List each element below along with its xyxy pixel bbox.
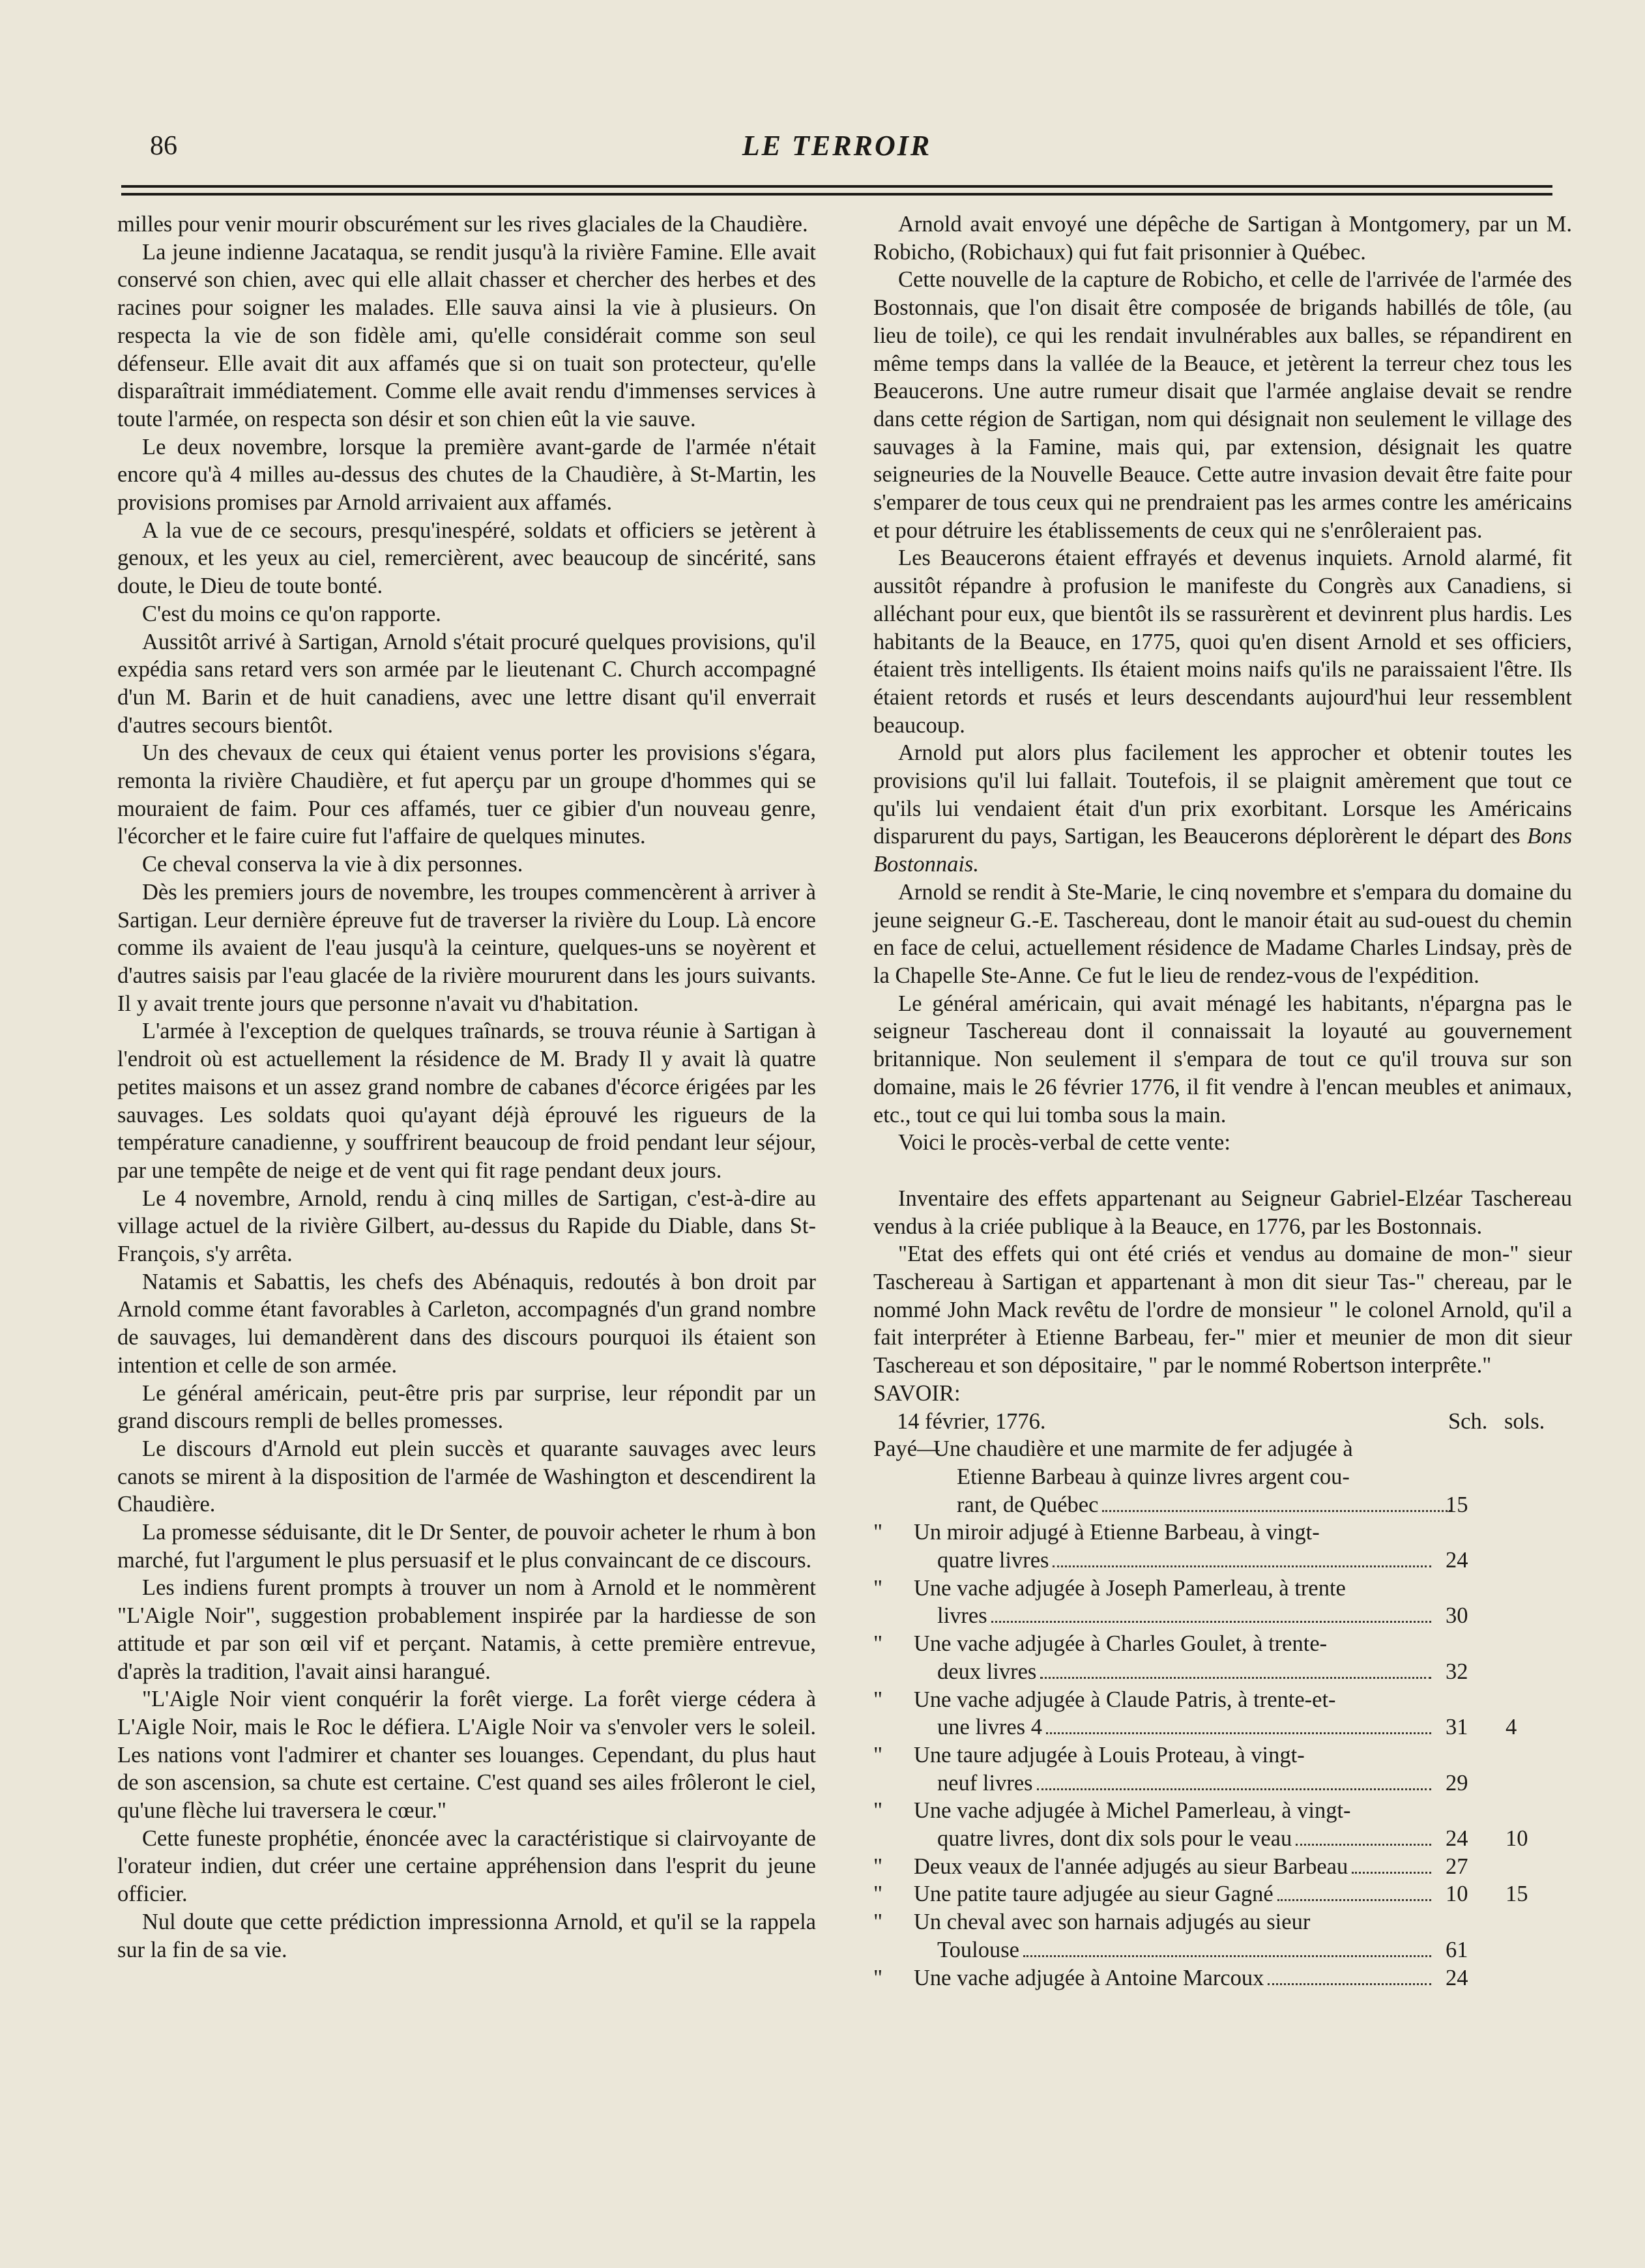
paragraph: Aussitôt arrivé à Sartigan, Arnold s'était procuré quelques provisions, qu'il expédia sans retard vers son armée par le lieutenant C. Church accompagné d'un M. Barin et de huit canadiens, avec une lettre disant qu'il enverrait d'autres secours bientôt. <box>117 629 816 738</box>
ledger-line-text: quatre livres <box>937 1548 1049 1573</box>
ledger-line: Un miroir adjugé à Etienne Barbeau, à vingt- <box>914 1520 1320 1545</box>
paragraph: A la vue de ce secours, presqu'inespéré, soldats et officiers se jetèrent à genoux, et les yeux au ciel, remercièrent, avec beaucoup de sincérité, sans doute, le Dieu de toute bonté. <box>117 517 816 599</box>
journal-title: LE TERROIR <box>742 130 932 162</box>
right-column <box>873 211 1572 1992</box>
amount-sch: 24 <box>1446 1548 1468 1573</box>
ledger-description <box>914 1853 1435 1881</box>
ledger-row <box>873 1686 1572 1741</box>
paragraph: Les Beaucerons étaient effrayés et devenus inquiets. Arnold alarmé, fit aussitôt répandre à profusion le manifeste du Congrès aux Canadiens, si alléchant pour eux, que bientôt ils se rassurèrent et devinrent plus hardis. Les habitants de la Beauce, en 1775, quoi qu'en disent Arnold et ses officiers, étaient très intelligents. Ils étaient moins naifs qu'ils ne paraissaient l'être. Ils étaient retords et rusés et leurs descendants aujourd'hui leur ressemblent beaucoup. <box>873 545 1572 738</box>
paragraph: Les indiens furent prompts à trouver un nom à Arnold et le nommèrent "L'Aigle Noir", suggestion probablement inspirée par la hardiesse de son attitude et par son œil vif et perçant. Natamis, à cette première entrevue, d'après la tradition, l'avait ainsi harangué. <box>117 1575 816 1684</box>
paragraph: Arnold avait envoyé une dépêche de Sartigan à Montgomery, par un M. Robicho, (Robichaux) qui fut fait prisonnier à Québec. <box>873 212 1572 265</box>
paragraph: Natamis et Sabattis, les chefs des Abénaquis, redoutés à bon droit par Arnold comme étant favorables à Carleton, accompagnés d'un grand nombre de sauvages, lui demandèrent dans des discours pourquoi ils étaient son intention et celle de son armée. <box>117 1269 816 1378</box>
amount-sch: 61 <box>1446 1937 1468 1962</box>
ledger-row <box>873 1741 1572 1797</box>
ledger-line <box>914 1602 1435 1630</box>
paragraph-text: Arnold put alors plus facilement les approcher et obtenir toutes les provisions qu'il lui fallait. Toutefois, il se plaignit amèrement que tout ce qu'ils lui vendaient était d'un prix exorbitant. Lorsque les Américains disparurent du pays, Sartigan, les Beaucerons déplorèrent le départ des <box>873 740 1572 849</box>
ledger-ditto-mark: " <box>873 1854 883 1879</box>
quotation: "Etat des effets qui ont été criés et vendus au domaine de mon-" sieur Taschereau à Sartigan et appartenant à mon dit sieur Tas-" chereau, par le nommé John Mack revêtu de l'ordre de monsieur " le colonel Arnold, qu'il a fait interpréter à Etienne Barbeau, fer-" mier et meunier de mon dit sieur Taschereau et son dépositaire, " par le nommé Robertson interprête." <box>873 1242 1572 1378</box>
dot-leader <box>1037 1788 1431 1790</box>
paragraph: Ce cheval conserva la vie à dix personnes. <box>142 852 523 877</box>
dot-leader <box>1296 1844 1431 1846</box>
amount-sch: 30 <box>1446 1603 1468 1629</box>
ledger-line-text: livres <box>937 1603 987 1629</box>
amount-sols: 10 <box>1506 1826 1528 1852</box>
ledger-line-text: Toulouse <box>937 1937 1019 1962</box>
ledger-line <box>914 1853 1435 1881</box>
paragraph: Nul doute que cette prédiction impressionna Arnold, et qu'il se la rappela sur la fin de sa vie. <box>117 1909 816 1962</box>
ledger-description <box>914 1519 1435 1574</box>
ledger-line: Une taure adjugée à Louis Proteau, à vingt- <box>914 1742 1305 1767</box>
amount-sch: 24 <box>1446 1826 1468 1852</box>
header-rule-bottom <box>121 193 1552 196</box>
ledger-line: Une vache adjugée à Joseph Pamerleau, à trente <box>914 1575 1346 1601</box>
paragraph: Le 4 novembre, Arnold, rendu à cinq milles de Sartigan, c'est-à-dire au village actuel de la rivière Gilbert, au-dessus du Rapide du Diable, dans St-François, s'y arrêta. <box>117 1185 816 1267</box>
ledger-line <box>914 1936 1435 1964</box>
ledger-description <box>914 1630 1435 1685</box>
ledger-line-text: Une patite taure adjugée au sieur Gagné <box>914 1882 1274 1907</box>
paragraph <box>873 739 1572 879</box>
dot-leader <box>1352 1872 1431 1874</box>
dot-leader <box>1023 1955 1431 1957</box>
paragraph: Le discours d'Arnold eut plein succès et quarante sauvages avec leurs canots se mirent à la disposition de l'armée de Washington et descendirent la Chaudière. <box>117 1436 816 1517</box>
ledger-row <box>873 1797 1572 1852</box>
left-column <box>117 211 816 1964</box>
ledger-ditto-mark: " <box>873 1520 883 1545</box>
ledger-line <box>914 1880 1435 1908</box>
ledger-row <box>873 1630 1572 1685</box>
ledger-line-text: deux livres <box>937 1659 1037 1684</box>
column-header-sch: Sch. <box>1448 1408 1488 1434</box>
paragraph: L'armée à l'exception de quelques traînards, se trouva réunie à Sartigan à l'endroit où est actuellement la résidence de M. Brady Il y avait là quatre petites maisons et un assez grand nombre de cabanes d'écorce érigées par les sauvages. Les soldats quoi qu'ayant déjà éprouvé les rigueurs de la température canadienne, y souffrirent beaucoup de froid pendant leur séjour, par une tempête de neige et de vent qui fit rage pendant deux jours. <box>117 1019 816 1183</box>
ledger-row <box>873 1575 1572 1630</box>
ledger-ditto-mark: " <box>873 1631 883 1657</box>
ledger-row <box>873 1853 1572 1881</box>
paragraph: Dès les premiers jours de novembre, les troupes commencèrent à arriver à Sartigan. Leur dernière épreuve fut de traverser la rivière du Loup. Là encore comme ils avaient de l'eau jusqu'à la ceinture, quelques-uns se noyèrent et d'autres saisis par l'eau glacée de la rivière moururent dans les jours suivants. Il y avait trente jours que personne n'avait vu d'habitation. <box>117 879 816 1016</box>
ledger-line-text: une livres 4 <box>937 1715 1042 1740</box>
amount-sch: 10 <box>1446 1882 1468 1907</box>
ledger-ditto-mark: " <box>873 1798 883 1824</box>
ledger-description <box>933 1435 1455 1519</box>
ledger-line <box>914 1825 1435 1853</box>
ledger-line-text: rant, de Québec <box>957 1492 1099 1517</box>
ledger-line-text: quatre livres, dont dix sols pour le veau <box>937 1826 1292 1852</box>
ledger-line-text: Deux veaux de l'année adjugés au sieur Barbeau <box>914 1854 1348 1879</box>
paragraph: Inventaire des effets appartenant au Seigneur Gabriel-Elzéar Taschereau vendus à la criée publique à la Beauce, en 1776, par les Bostonnais. <box>873 1185 1572 1239</box>
ledger-header-row <box>873 1408 1572 1436</box>
header-rule-top <box>121 185 1552 188</box>
ledger-line <box>914 1658 1435 1686</box>
quotation: "L'Aigle Noir vient conquérir la forêt vierge. La forêt vierge cédera à L'Aigle Noir, mais le Roc le défiera. L'Aigle Noir va s'envoler vers le soleil. Les nations vont l'admirer et chanter ses louanges. Cependant, du plus haut de son ascension, sa chute est certaine. C'est quand ses ailes frôleront le ciel, qu'une flèche lui traversera le cœur." <box>117 1687 816 1824</box>
ledger-line-text: neuf livres <box>937 1770 1033 1796</box>
paragraph: Le deux novembre, lorsque la première avant-garde de l'armée n'était encore qu'à 4 milles au-dessus des chutes de la Chaudière, à St-Martin, les provisions promises par Arnold arrivaient aux affamés. <box>117 434 816 516</box>
ledger-heading: SAVOIR: <box>873 1380 961 1406</box>
amount-sch: 32 <box>1446 1659 1468 1684</box>
dot-leader <box>991 1621 1431 1623</box>
running-header <box>121 128 1552 169</box>
dot-leader <box>1053 1565 1431 1567</box>
ledger-ditto-mark: " <box>873 1575 883 1601</box>
paragraph: Arnold se rendit à Ste-Marie, le cinq novembre et s'empara du domaine du jeune seigneur G.-E. Taschereau, dont le manoir était au sud-ouest du chemin en face de celui, actuellement résidence de Madame Charles Lindsay, près de la Chapelle Ste-Anne. Ce fut le lieu de rendez-vous de l'expédition. <box>873 879 1572 988</box>
dot-leader <box>1040 1677 1431 1679</box>
column-header-sols: sols. <box>1504 1408 1545 1434</box>
ledger-ditto-mark: Payé— <box>873 1436 940 1462</box>
amount-sch: 31 <box>1446 1715 1468 1740</box>
dot-leader <box>1102 1510 1451 1512</box>
ledger-row <box>873 1880 1572 1908</box>
amount-sch: 29 <box>1446 1770 1468 1796</box>
amount-sols: 4 <box>1506 1715 1517 1740</box>
ledger-description <box>914 1880 1435 1908</box>
paragraph: Le général américain, qui avait ménagé les habitants, n'épargna pas le seigneur Taschereau dont il connaissait la loyauté au gouvernement britannique. Non seulement il s'empara de tout ce qu'il trouva sur son domaine, mais le 26 février 1776, il fit vendre à l'encan meubles et animaux, etc., tout ce qui lui tomba sous la main. <box>873 991 1572 1127</box>
paragraph: Le général américain, peut-être pris par surprise, leur répondit par un grand discours rempli de belles promesses. <box>117 1380 816 1434</box>
ledger-line: Une vache adjugée à Claude Patris, à trente-et- <box>914 1687 1336 1712</box>
ledger-line <box>914 1713 1435 1741</box>
amount-sch: 24 <box>1446 1965 1468 1990</box>
dot-leader <box>1277 1899 1431 1901</box>
paragraph: Un des chevaux de ceux qui étaient venus porter les provisions s'égara, remonta la rivière Chaudière, et fut aperçu par un groupe d'hommes qui se mouraient de faim. Pour ces affamés, tuer ce gibier d'un nouveau genre, l'écorcher et le faire cuire fut l'affaire de quelques minutes. <box>117 740 816 849</box>
ledger-description <box>914 1575 1435 1630</box>
ledger-line: Une vache adjugée à Michel Pamerleau, à vingt- <box>914 1798 1351 1824</box>
ledger-description <box>914 1908 1435 1964</box>
ledger-line <box>933 1491 1455 1519</box>
ledger-row <box>873 1519 1572 1574</box>
ledger-description <box>914 1964 1435 1992</box>
paragraph: La jeune indienne Jacataqua, se rendit jusqu'à la rivière Famine. Elle avait conservé son chien, avec qui elle allait chasser et chercher des herbes et des racines pour soigner les malades. Elle sauva ainsi la vie à plusieurs. On respecta la vie de son fidèle ami, qu'elle considérait comme son seul défenseur. Elle avait dit aux affamés que si on tuait son protecteur, qu'elle disparaîtrait immédiatement. Comme elle avait rendu d'immenses services à toute l'armée, on respecta son désir et son chien eût la vie sauve. <box>117 239 816 431</box>
amount-sch: 15 <box>1446 1492 1468 1517</box>
ledger-line-text: Une vache adjugée à Antoine Marcoux <box>914 1965 1264 1990</box>
amount-sols: 15 <box>1506 1882 1528 1907</box>
ledger-items <box>873 1435 1572 1992</box>
ledger-row <box>873 1964 1572 1992</box>
dot-leader <box>1046 1732 1431 1734</box>
ledger-description <box>914 1686 1435 1741</box>
ledger-row <box>873 1435 1572 1519</box>
ledger-ditto-mark: " <box>873 1910 883 1935</box>
dot-leader <box>1268 1983 1431 1985</box>
ledger-line <box>914 1964 1435 1992</box>
ledger-row <box>873 1908 1572 1964</box>
paragraph: milles pour venir mourir obscurément sur les rives glaciales de la Chaudière. <box>117 212 808 237</box>
ledger-ditto-mark: " <box>873 1882 883 1907</box>
paragraph: Cette funeste prophétie, énoncée avec la caractéristique si clairvoyante de l'orateur indien, dut créer une certaine appréhension dans l'esprit du jeune officier. <box>117 1825 816 1907</box>
ledger-ditto-mark: " <box>873 1742 883 1767</box>
ledger-date: 14 février, 1776. <box>897 1408 1046 1434</box>
paragraph: Voici le procès-verbal de cette vente: <box>898 1130 1230 1156</box>
ledger-line <box>914 1769 1435 1797</box>
ledger-line: Une vache adjugée à Charles Goulet, à trente- <box>914 1631 1328 1657</box>
ledger-ditto-mark: " <box>873 1687 883 1712</box>
italic-phrase: Bons Bostonnais. <box>873 824 1573 877</box>
paragraph: La promesse séduisante, dit le Dr Senter, de pouvoir acheter le rhum à bon marché, fut l'argument le plus persuasif et le plus convaincant de ce discours. <box>117 1520 816 1573</box>
ledger-ditto-mark: " <box>873 1965 883 1990</box>
paragraph: C'est du moins ce qu'on rapporte. <box>142 601 441 626</box>
ledger-description <box>914 1741 1435 1797</box>
page-number: 86 <box>150 131 177 161</box>
paragraph: Cette nouvelle de la capture de Robicho, et celle de l'arrivée de l'armée des Bostonnais, que l'on disait être composée de brigands habillés de tôle, (au lieu de toile), ce qui les rendait invulnérables aux balles, se répandirent en même temps dans la vallée de la Beauce, et jetèrent la terreur chez tous les Beaucerons. Une autre rumeur disait que l'armée anglaise devait se rendre dans cette région de Sartigan, nom qui désignait non seulement le village des sauvages à la Famine, mais qui, par extension, désignait les quatre seigneuries de la Nouvelle Beauce. Cette autre invasion devait être faite pour s'emparer de tous ceux qui ne prendraient pas les armes contre les américains et pour détruire les établissements de ceux qui ne s'enrôleraient pas. <box>873 267 1572 543</box>
ledger-line <box>914 1547 1435 1575</box>
amount-sch: 27 <box>1446 1854 1468 1879</box>
ledger-line: Un cheval avec son harnais adjugés au sieur <box>914 1910 1311 1935</box>
ledger-description <box>914 1797 1435 1852</box>
ledger-line: Etienne Barbeau à quinze livres argent cou- <box>957 1464 1350 1489</box>
ledger-line: Une chaudière et une marmite de fer adjugée à <box>933 1436 1353 1462</box>
